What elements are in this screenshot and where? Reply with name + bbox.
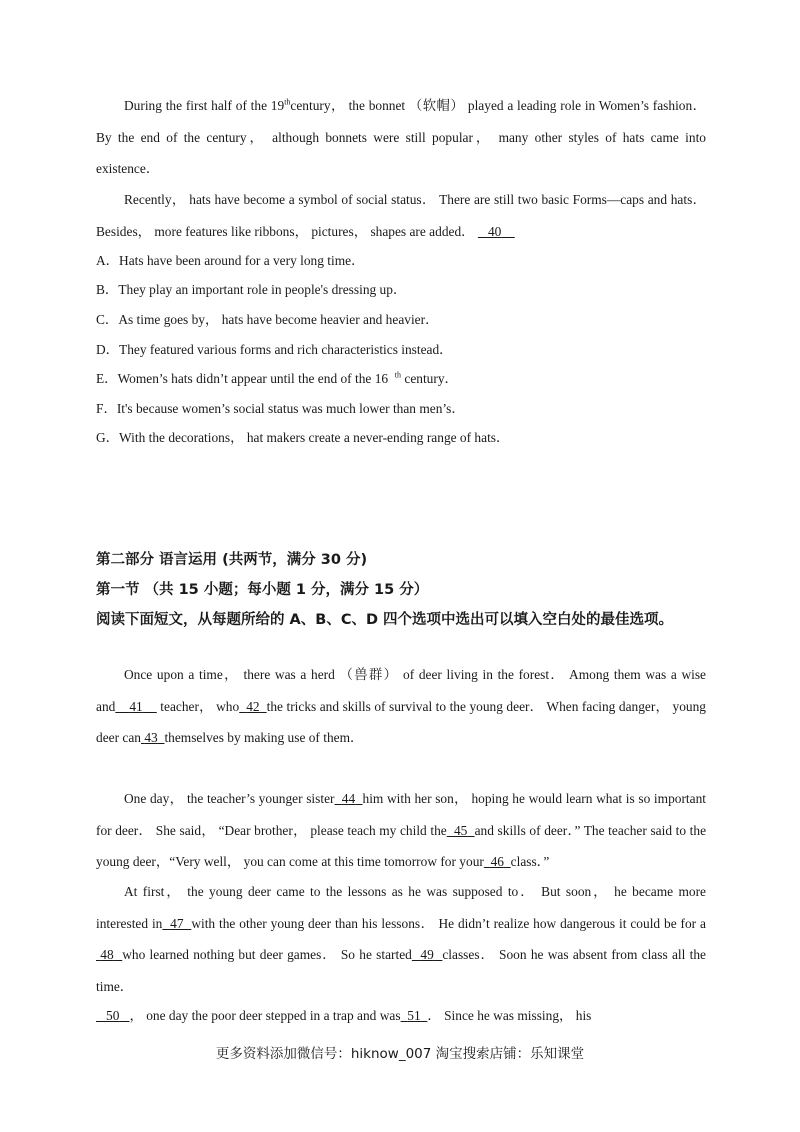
story-paragraph-4: 50 ， one day the poor deer stepped in a trap and was 51 ． Since he was missing， his [96, 1000, 706, 1032]
section-title: 第一节 （共 15 小题；每小题 1 分，满分 15 分） [96, 582, 429, 598]
passage-paragraph-1 [96, 90, 706, 185]
blank-48: 48 [100, 947, 114, 962]
story-paragraph-2: One day， the teacher’s younger sister 44 him with her son， hoping he would learn what is so important for deer． She said， “Dear brother， please teach my child the 45 and skills of deer．” The teacher said to the young deer，“Very well， you can come at this time tomorrow for your 46 class．” [96, 791, 707, 869]
blank-51: 51 [407, 1008, 421, 1023]
story-paragraph-3: At first， the young deer came to the lessons as he was supposed to． But soon， he became more interested in 47 with the other young deer than his lessons． He didn’t realize how dangerous it could be for a 48 who learned nothing but deer games． So he started 49 classes． Soon he was absent from class all the time． [96, 884, 706, 994]
superscript: th [284, 97, 291, 107]
blank-40: 40 [487, 223, 502, 239]
part-title: 第二部分 语言运用 (共两节，满分 30 分) [96, 552, 368, 568]
text: century， the bonnet （软帽） played a leading role in Women’s fashion． By the end of the century， although bonnets were still popular， many other styles of hats came into existence． [96, 98, 706, 176]
option-d: D．They featured various forms and rich characteristics instead． [96, 342, 453, 357]
page-footer: 更多资料添加微信号：hiknow_007 淘宝搜索店铺：乐知课堂 [215, 1046, 585, 1062]
blank-45: 45 [453, 822, 468, 838]
blank-43: 43 [144, 730, 158, 745]
blank-44: 44 [341, 791, 356, 806]
blank-50: 50 [106, 1008, 120, 1023]
option-b: B．They play an important role in people's dressing up． [96, 282, 407, 297]
blank-41: 41 [129, 698, 143, 714]
text: Recently， hats have become a symbol of social status． There are still two basic Forms—caps and hats． Besides， more features like ribbons， pictures， shapes are added． [96, 192, 706, 239]
instruction: 阅读下面短文，从每题所给的 A、B、C、D 四个选项中选出可以填入空白处的最佳选项。 [96, 612, 674, 628]
option-f: F．It's because women’s social status was much lower than men’s． [96, 401, 465, 416]
blank-47: 47 [170, 915, 184, 931]
passage-paragraph-2 [96, 184, 706, 247]
option-e: E．Women’s hats didn’t appear until the end of the 16 $^{th}$ century． [96, 370, 458, 386]
text: During the first half of the 19 [124, 98, 285, 113]
blank-42: 42 [246, 698, 260, 714]
blank-46: 46 [490, 854, 504, 869]
option-c: C．As time goes by， hats have become heavier and heavier． [96, 312, 439, 327]
blank-49: 49 [420, 947, 434, 962]
option-g: G．With the decorations， hat makers create a never-ending range of hats． [96, 430, 510, 445]
option-a: A．Hats have been around for a very long time． [96, 253, 365, 268]
story-paragraph-1: Once upon a time， there was a herd （兽群） of deer living in the forest． Among them was a wise and 41 teacher， who 42 the tricks and skills of survival to the young deer． When facing danger， young deer can 43 themselves by making use of them． [96, 667, 706, 745]
